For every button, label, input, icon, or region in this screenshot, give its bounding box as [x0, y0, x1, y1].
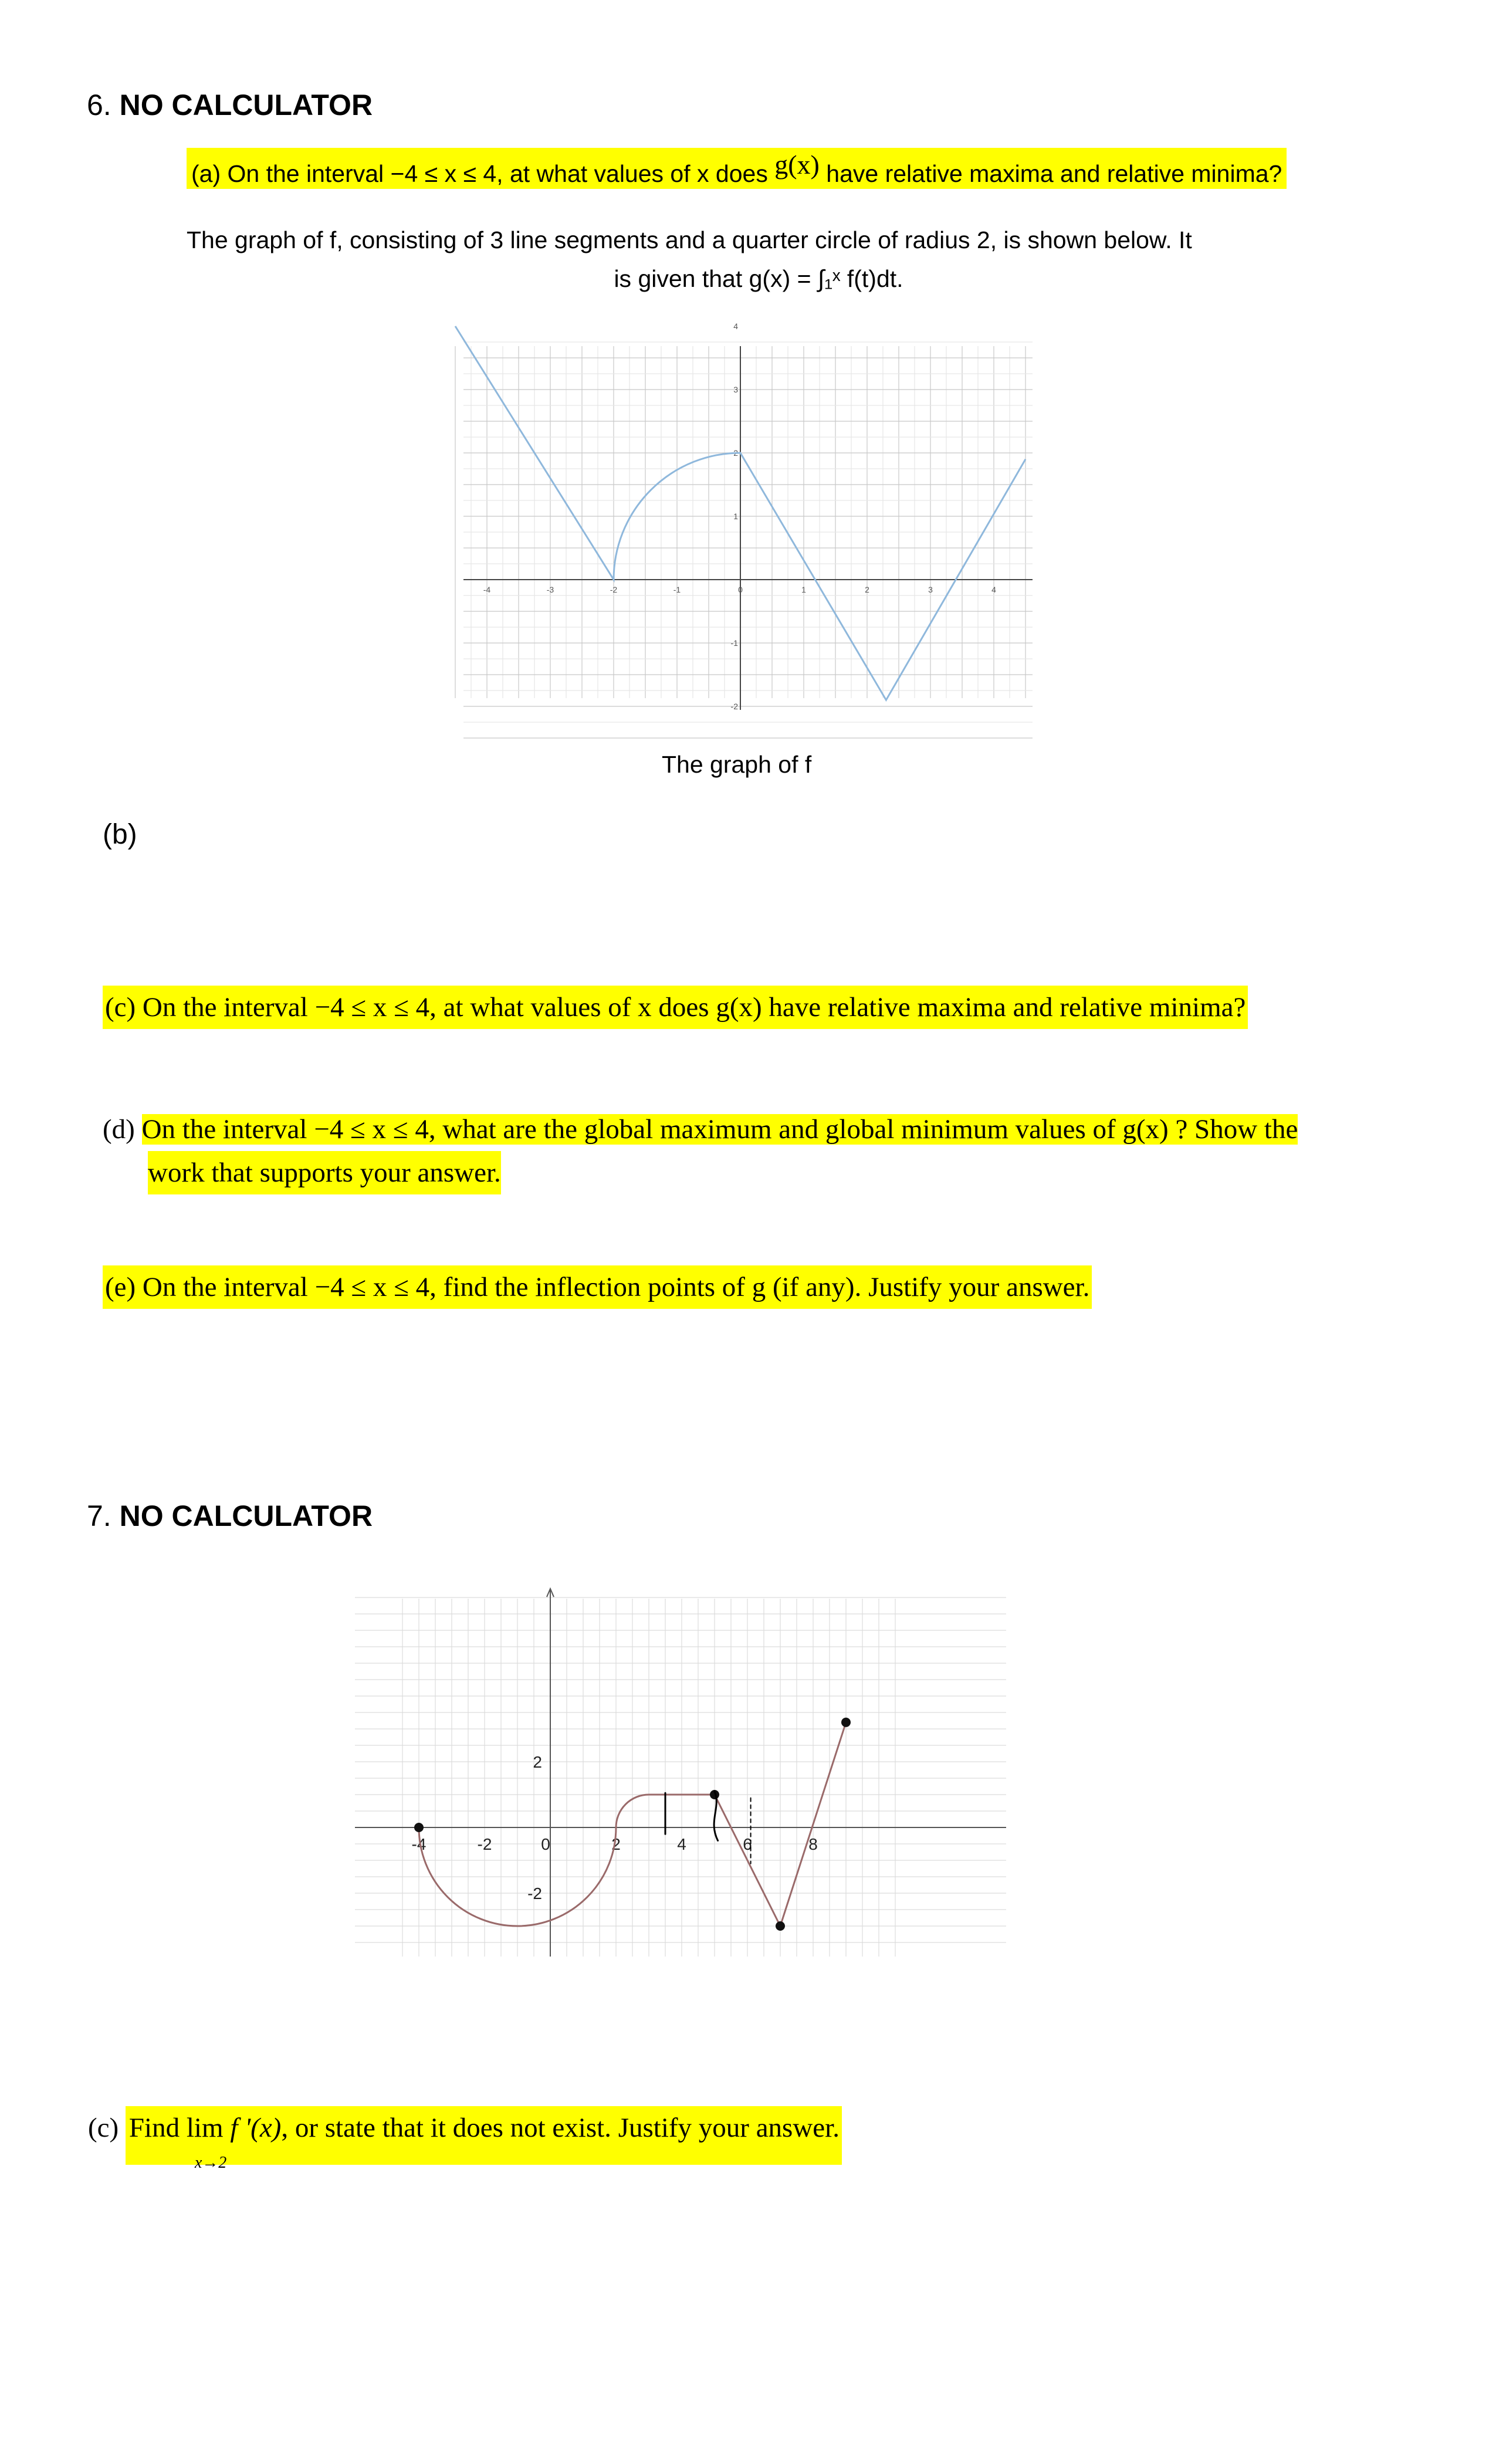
f-grid [455, 342, 1033, 738]
question-heading: NO CALCULATOR [119, 1500, 373, 1532]
f-graph-caption: The graph of f [662, 751, 812, 778]
lim-subscript: x→2 [194, 2154, 227, 2172]
question-heading: NO CALCULATOR [119, 89, 373, 121]
q6-part-d [103, 1108, 1298, 1151]
x-tick-label: 0 [541, 1835, 550, 1853]
part-a-label: (a) [191, 160, 221, 187]
part-d-line2: work that supports your answer. [148, 1151, 501, 1194]
part-b-label: (b) [103, 819, 137, 850]
question-number: 6. [87, 89, 111, 121]
f-axes [463, 346, 1033, 710]
x-tick-label: 4 [991, 585, 996, 594]
part-a-text-end: have relative maxima and relative minima? [826, 160, 1282, 187]
question-7-heading [87, 1499, 373, 1533]
q7-part-c-highlight [126, 2106, 842, 2172]
question-number: 7. [87, 1500, 111, 1532]
f-x-tick-labels [483, 585, 996, 594]
y-tick-label: -1 [730, 638, 738, 648]
q7-part-c [88, 2106, 842, 2172]
y-tick-label: 1 [733, 512, 738, 521]
y-tick-label: 2 [533, 1753, 542, 1771]
endpoint-dot [776, 1921, 785, 1931]
graph-q7 [352, 1578, 1009, 1959]
x-tick-label: -4 [411, 1835, 427, 1853]
part-a-gx: g(x) [774, 150, 820, 180]
y-tick-label: -2 [730, 702, 738, 711]
part-d-label: (d) [103, 1114, 135, 1145]
y-tick-label: -2 [527, 1884, 542, 1903]
q6-part-e: (e) On the interval −4 ≤ x ≤ 4, find the inflection points of g (if any). Justify your answer. [103, 1265, 1092, 1309]
x-tick-label: 3 [928, 585, 933, 594]
endpoint-dot [414, 1823, 424, 1832]
y-tick-label: 4 [733, 321, 738, 331]
endpoint-dot [841, 1718, 851, 1727]
x-tick-label: 6 [743, 1835, 752, 1853]
y-tick-label: 2 [733, 448, 738, 458]
question-6-heading [87, 88, 373, 122]
q7-part-c-rest: , or state that it does not exist. Justify your answer. [281, 2113, 840, 2143]
part-a-text: On the interval −4 ≤ x ≤ 4, at what values of x does [227, 160, 768, 187]
part-d-line1: On the interval −4 ≤ x ≤ 4, what are the global maximum and global minimum values of g(x) ? Show the [141, 1114, 1298, 1145]
x-tick-label: -3 [546, 585, 554, 594]
graph-of-f [458, 321, 1038, 722]
x-tick-label: -2 [610, 585, 618, 594]
limit-notation [186, 2106, 227, 2172]
x-tick-label: -1 [673, 585, 681, 594]
x-tick-label: 4 [677, 1835, 686, 1853]
q6-intro-line1: The graph of f, consisting of 3 line segments and a quarter circle of radius 2, is shown below. It [187, 226, 1192, 253]
x-tick-label: 8 [808, 1835, 818, 1853]
q6-intro-line2: is given that g(x) = ∫₁ˣ f(t)dt. [614, 265, 903, 292]
y-tick-label: 3 [733, 385, 738, 394]
q6-part-c: (c) On the interval −4 ≤ x ≤ 4, at what values of x does g(x) have relative maxima and relative minima? [103, 986, 1248, 1029]
x-tick-label: -2 [477, 1835, 492, 1853]
x-tick-label: 2 [611, 1835, 621, 1853]
q6-part-a [187, 148, 1287, 189]
x-tick-label: 0 [738, 585, 743, 594]
derivative-expr: f '(x) [230, 2113, 282, 2143]
lim-word: lim [186, 2113, 224, 2143]
q7-part-c-label: (c) [88, 2113, 119, 2143]
x-tick-label: -4 [483, 585, 491, 594]
x-tick-label: 1 [801, 585, 806, 594]
find-word: Find [128, 2113, 180, 2143]
x-tick-label: 2 [865, 585, 869, 594]
